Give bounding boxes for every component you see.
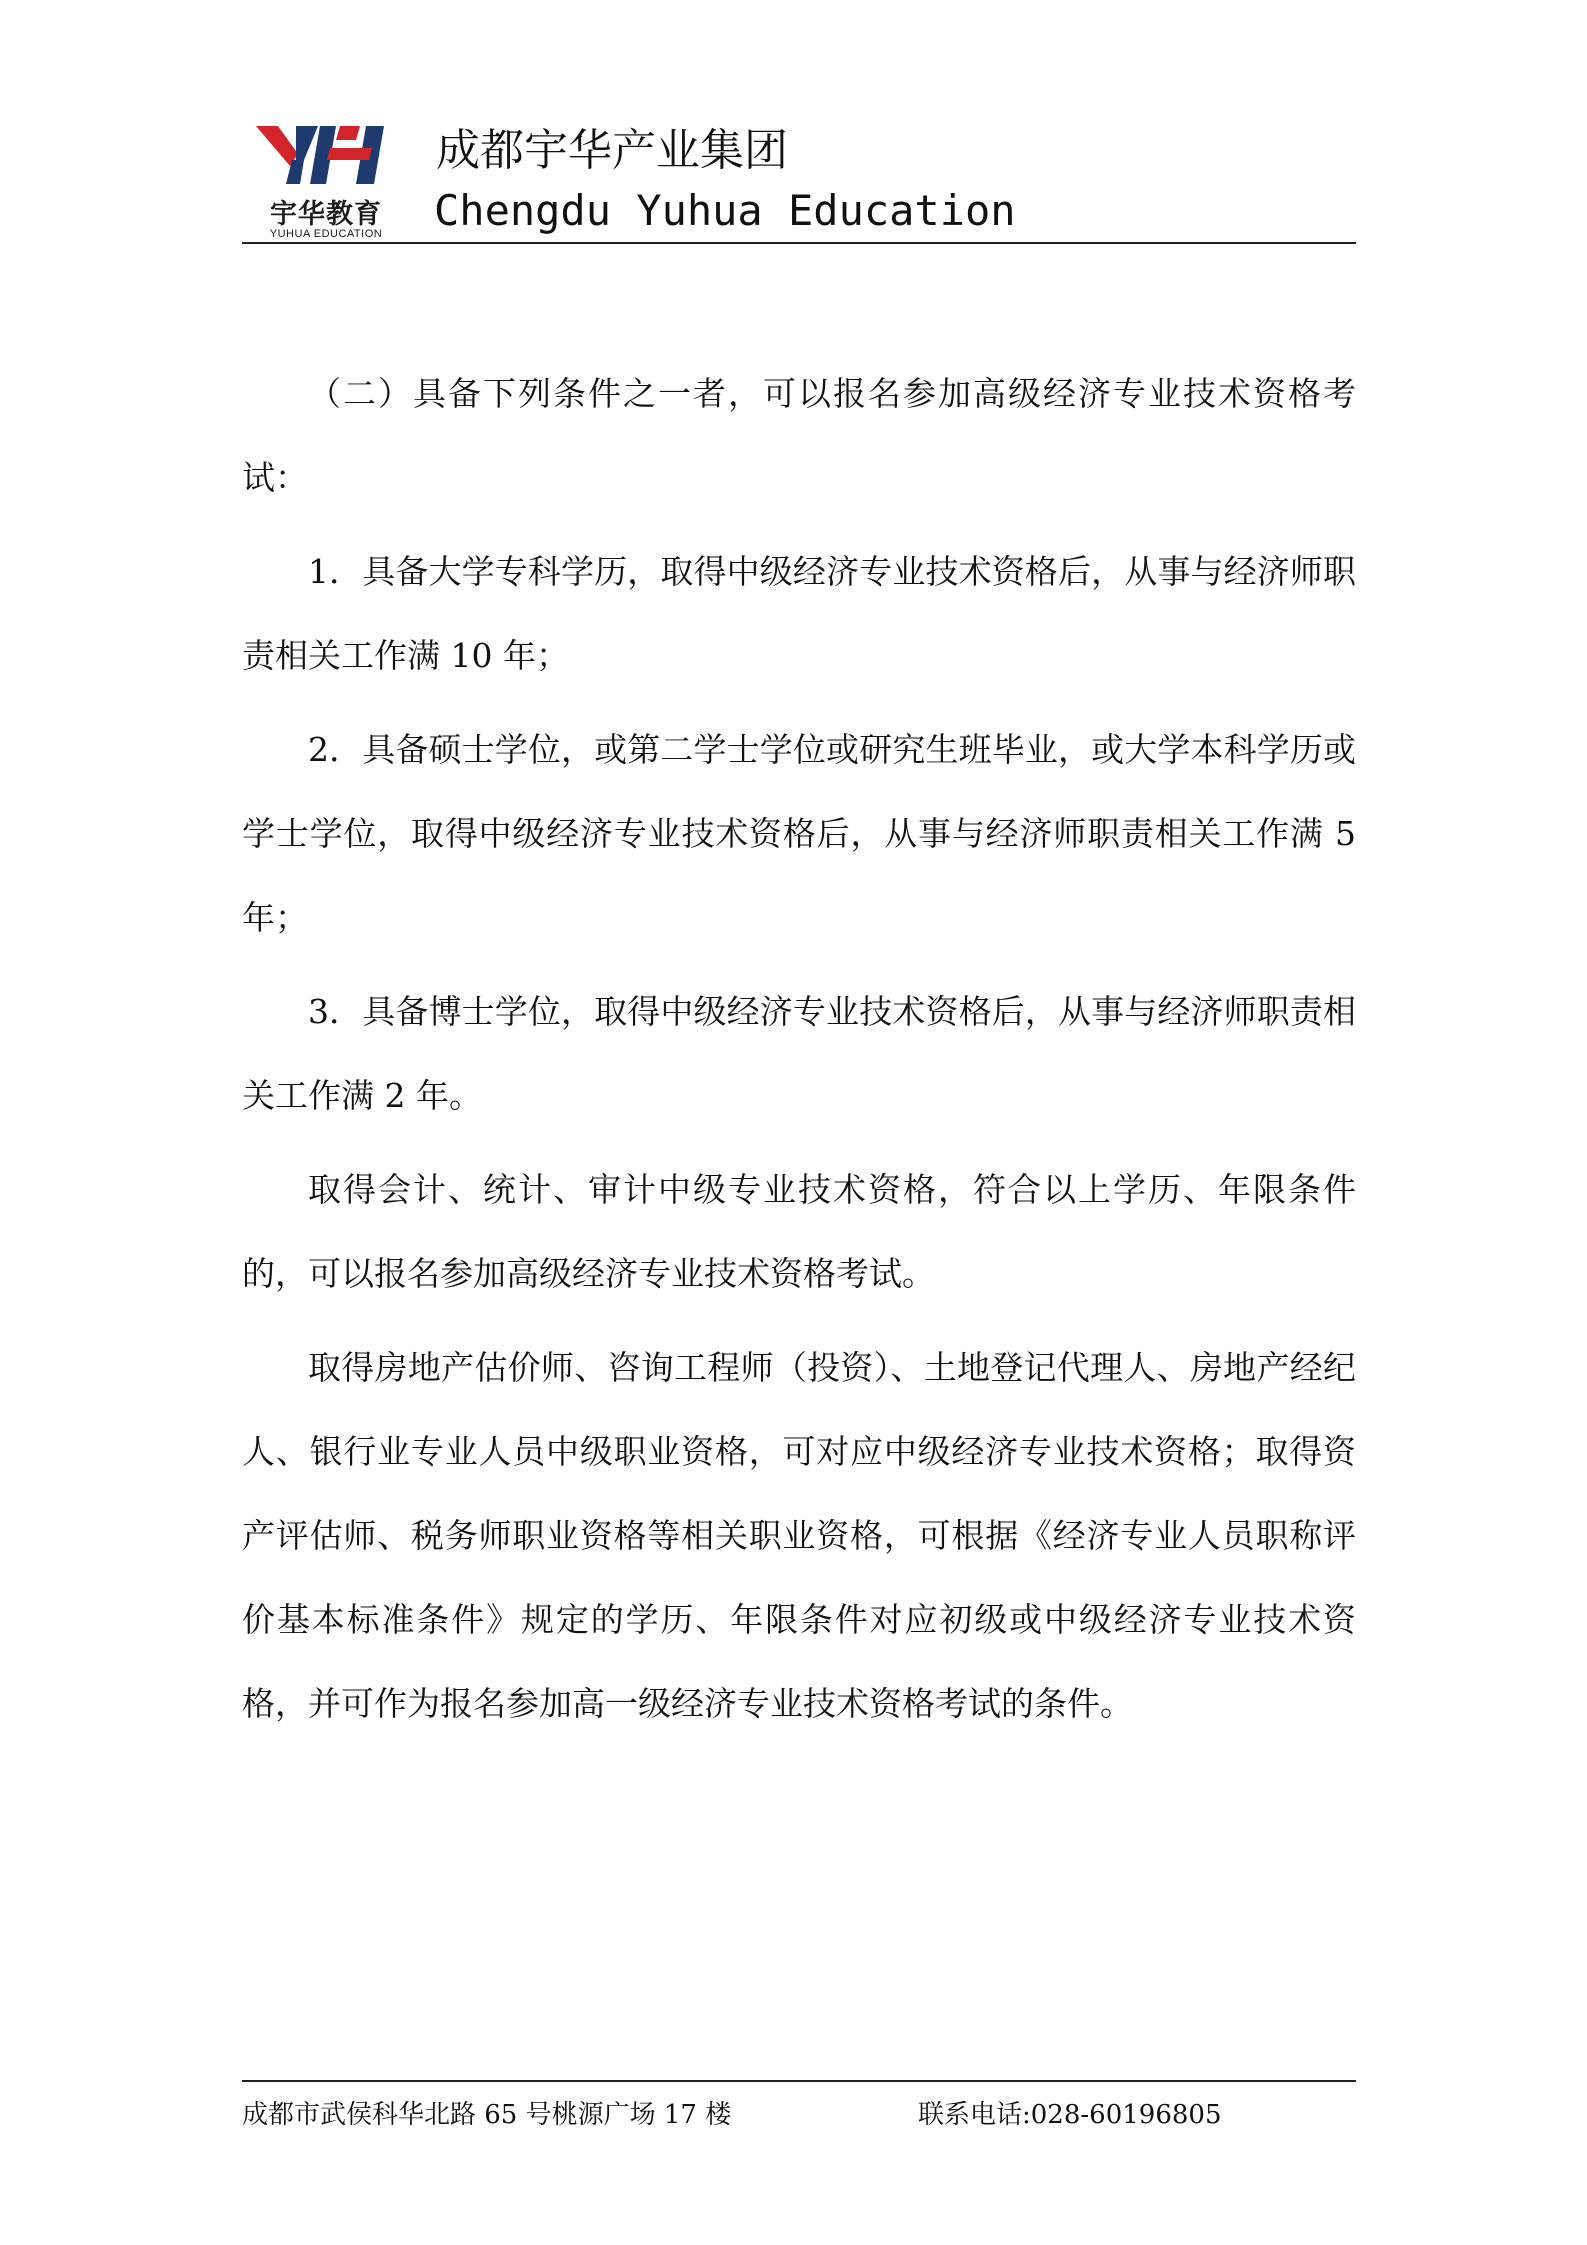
paragraph: 1．具备大学专科学历，取得中级经济专业技术资格后，从事与经济师职责相关工作满 10 年；: [242, 552, 1356, 675]
page-header: [242, 110, 1356, 242]
logo-subtext: YUHUA EDUCATION: [269, 228, 383, 240]
paragraph: 取得会计、统计、审计中级专业技术资格，符合以上学历、年限条件的，可以报名参加高级经济专业技术资格考试。: [242, 1170, 1356, 1293]
yh-logo-mark: [256, 120, 396, 190]
company-name-en: Chengdu Yuhua Education: [434, 186, 1016, 235]
yuhua-logo: [256, 120, 396, 242]
paragraph: 3．具备博士学位，取得中级经济专业技术资格后，从事与经济师职责相关工作满 2 年。: [242, 992, 1356, 1115]
company-name-cn: 成都宇华产业集团: [436, 125, 788, 176]
footer-address: 成都市武侯科华北路 65 号桃源广场 17 楼: [242, 2100, 732, 2130]
footer-divider: [242, 2080, 1356, 2082]
paragraph: （二）具备下列条件之一者，可以报名参加高级经济专业技术资格考试：: [242, 374, 1356, 497]
footer-phone: 联系电话:028-60196805: [918, 2100, 1222, 2130]
document-body: [242, 352, 1356, 1746]
header-divider: [242, 242, 1356, 244]
logo-text: 宇华教育: [270, 199, 382, 230]
paragraph: 取得房地产估价师、咨询工程师（投资）、土地登记代理人、房地产经纪人、银行业专业人员中级职业资格，可对应中级经济专业技术资格；取得资产评估师、税务师职业资格等相关职业资格，可根据《经济专业人员职称评价基本标准条件》规定的学历、年限条件对应初级或中级经济专业技术资格，并可作为报名参加高一级经济专业技术资格考试的条件。: [242, 1348, 1356, 1723]
paragraph: 2．具备硕士学位，或第二学士学位或研究生班毕业，或大学本科学历或学士学位，取得中级经济专业技术资格后，从事与经济师职责相关工作满 5 年；: [242, 730, 1356, 937]
